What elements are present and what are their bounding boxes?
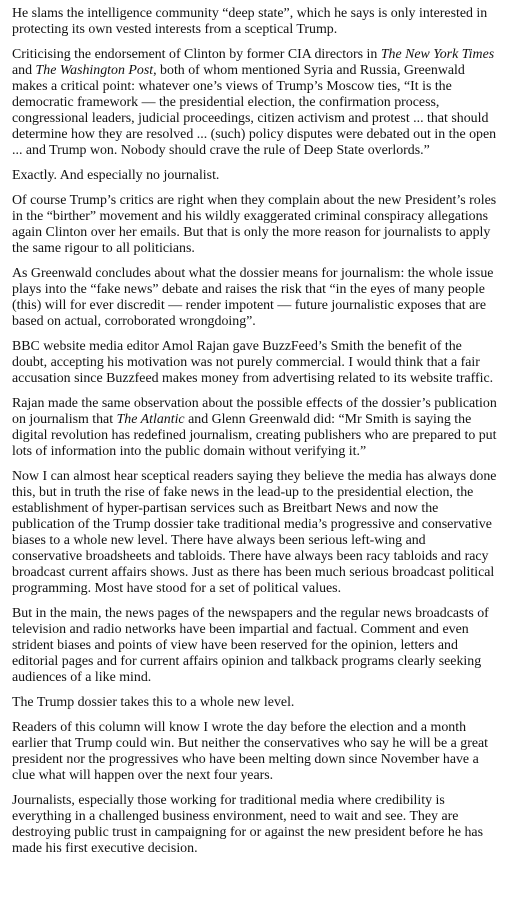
- paragraph-in-the-main: But in the main, the news pages of the newspapers and the regular news broadcasts of television and radio networks have been impartial and factual. Comment and even strident biases and points of view have been reserved for the opinion, letters and editorial pages and for current affairs opinion and talkback programs clearly seeking audiences of a like mind.: [12, 606, 489, 685]
- paragraph-journalists-wait: Journalists, especially those working for traditional media where credibility is everything in a challenged business environment, need to wait and see. They are destroying public trust in campaigning for or against the new president before he has made his first executive decision.: [12, 793, 483, 856]
- paragraph-bbc-rajan: BBC website media editor Amol Rajan gave BuzzFeed’s Smith the benefit of the doubt, accepting his motivation was not purely commercial. I would think that a fair accusation since Buzzfeed makes money from advertising related to its website traffic.: [12, 339, 494, 386]
- publication-name: The Atlantic: [116, 412, 185, 427]
- paragraph-text: and Glenn Greenwald did: “Mr Smith is saying the digital revolution has redefined journalism, creating publishers who are prepared to put lots of information into the public domain without verifying it.”: [12, 412, 497, 459]
- publication-name: The New York Times: [380, 47, 495, 62]
- paragraph-readers-column: Readers of this column will know I wrote the day before the election and a month earlier that Trump could win. But neither the conservatives who say he will be a great president nor the progressives who have been melting down since November have a clue what will happen over the next four years.: [12, 720, 489, 783]
- paragraph-text: and: [12, 63, 36, 78]
- paragraph-new-level: The Trump dossier takes this to a whole new level.: [12, 695, 295, 710]
- paragraph-trump-critics: Of course Trump’s critics are right when they complain about the new President’s roles in the “birther” movement and his wildly exaggerated criminal conspiracy allegations again Clinton over her emails. But that is only the more reason for journalists to apply the same rigour to all politicians.: [12, 193, 497, 256]
- paragraph-exactly: Exactly. And especially no journalist.: [12, 168, 220, 183]
- paragraph-text: Rajan made the same observation about the possible effects of the dossier’s publication on journalism that: [12, 396, 497, 427]
- publication-name: The Washington Post: [35, 63, 154, 78]
- paragraph-text: Criticising the endorsement of Clinton by former CIA directors in: [12, 47, 381, 62]
- paragraph-sceptical-readers: Now I can almost hear sceptical readers saying they believe the media has always done this, but in truth the rise of fake news in the lead-up to the presidential election, the establishment of hyper-partisan services such as Breitbart News and now the publication of the Trump dossier take traditional media’s progressive and conservative biases to a whole new level. There have always been serious left-wing and conservative broadsheets and tabloids. There have always been racy tabloids and racy broadcast current affairs shows. Just as there has been much serious broadcast political programming. Most have stood for a set of political values.: [12, 469, 497, 596]
- paragraph-greenwald-concludes: As Greenwald concludes about what the dossier means for journalism: the whole issue plays into the “fake news” debate and raises the risk that “in the eyes of many people (this) will for ever discredit — render impotent — future journalistic exposes that are based on actual, corroborated wrongdoing”.: [12, 266, 494, 329]
- paragraph-deep-state: He slams the intelligence community “deep state”, which he says is only interested in protecting its own vested interests from a sceptical Trump.: [12, 6, 488, 37]
- paragraph-text: , both of whom mentioned Syria and Russia, Greenwald makes a critical point: whatever one’s views of Trump’s Moscow ties, “It is the democratic framework — the presidential election, the confirmation process, congressional leaders, judicial proceedings, citizen activism and protest ... that should determine how they are resolved ... (such) policy disputes were debated out in the open ... and Trump won. Nobody should crave the rule of Deep State overlords.”: [12, 63, 497, 158]
- paragraph-cia-endorsement: [12, 47, 497, 159]
- paragraph-rajan-observation: [12, 396, 497, 460]
